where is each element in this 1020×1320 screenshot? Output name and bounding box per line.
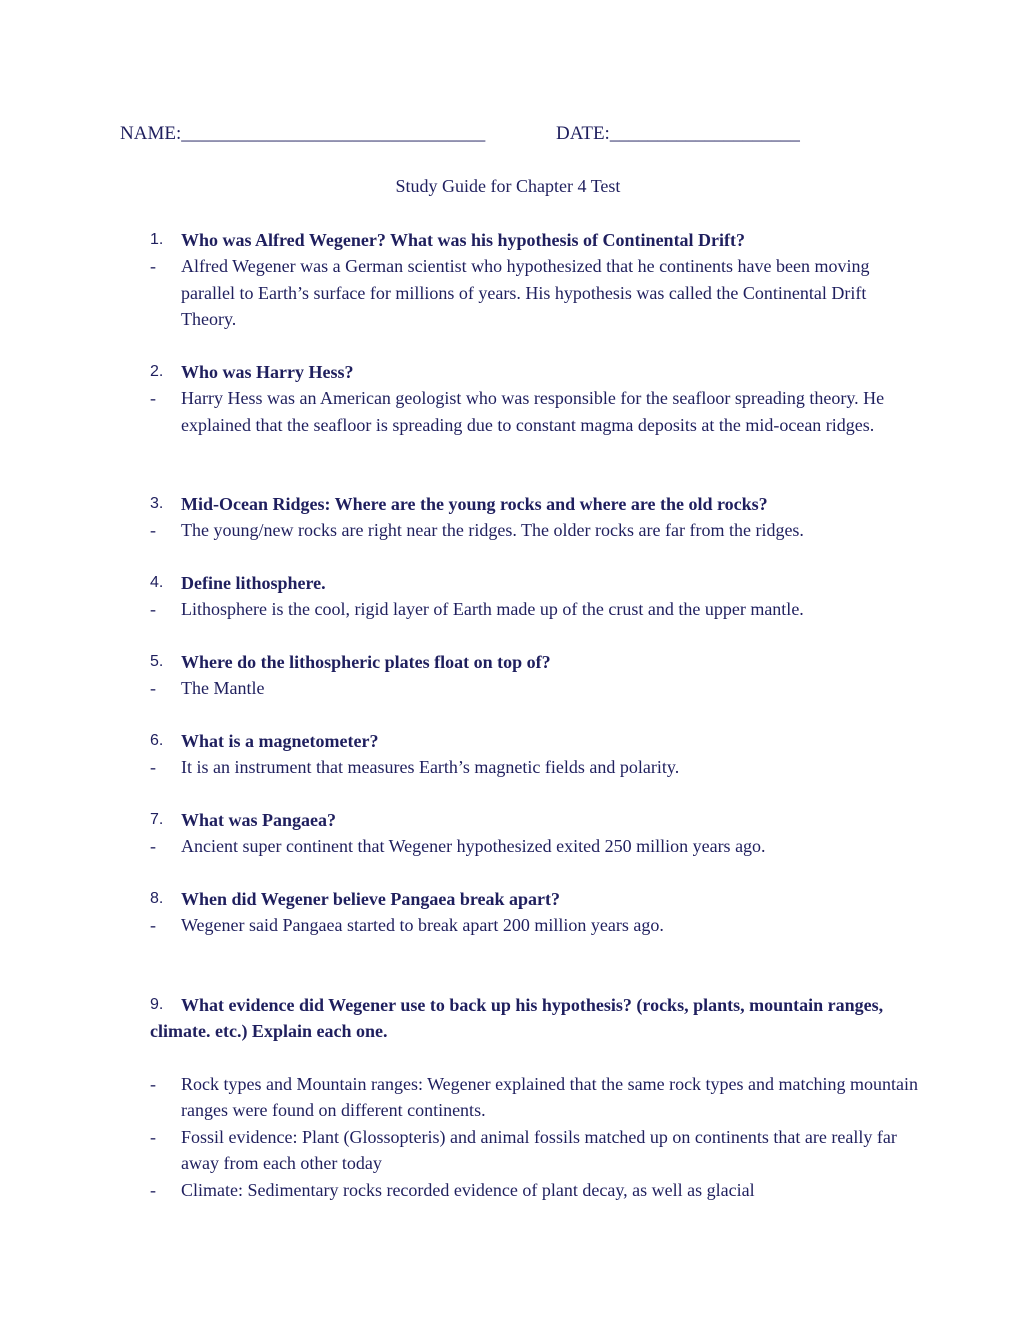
answer-item bbox=[150, 1177, 920, 1203]
question-text: What was Pangaea? bbox=[181, 810, 337, 830]
answer-item bbox=[150, 675, 920, 701]
question-number: 1. bbox=[150, 231, 164, 248]
question-line bbox=[150, 227, 920, 253]
question-line bbox=[150, 491, 920, 517]
question-block-5 bbox=[150, 649, 920, 702]
answer-text: Climate: Sedimentary rocks recorded evidence of plant decay, as well as glacial bbox=[181, 1179, 755, 1200]
question-block-4 bbox=[150, 570, 920, 623]
question-number: 2. bbox=[150, 363, 164, 380]
question-block-8 bbox=[150, 886, 920, 939]
answer-item bbox=[150, 833, 920, 859]
question-block-1 bbox=[150, 227, 920, 333]
question-block-7 bbox=[150, 807, 920, 860]
answer-item bbox=[150, 596, 920, 622]
question-block-2 bbox=[150, 359, 920, 438]
answer-list-9 bbox=[150, 1071, 920, 1203]
answer-text: Fossil evidence: Plant (Glossopteris) and animal fossils matched up on continents that are really far away from each other today bbox=[181, 1126, 897, 1174]
question-number: 7. bbox=[150, 811, 164, 828]
question-block-9 bbox=[150, 992, 920, 1045]
question-text: Mid-Ocean Ridges: Where are the young rocks and where are the old rocks? bbox=[181, 494, 768, 514]
answer-text: Rock types and Mountain ranges: Wegener explained that the same rock types and matching mountain ranges were found on different continents. bbox=[181, 1074, 919, 1121]
question-number: 8. bbox=[150, 890, 164, 907]
name-field: NAME:________________________________ bbox=[120, 123, 486, 144]
question-text: What is a magnetometer? bbox=[181, 731, 379, 751]
question-line bbox=[150, 992, 920, 1045]
bullet-dash: - bbox=[150, 836, 156, 857]
question-text: Define lithosphere. bbox=[181, 573, 326, 593]
question-text: What evidence did Wegener use to back up his hypothesis? (rocks, plants, mountain ranges, climate. etc.) Explain each one. bbox=[150, 995, 884, 1042]
answer-item bbox=[150, 1124, 920, 1177]
question-number: 9. bbox=[150, 996, 164, 1013]
question-line bbox=[150, 649, 920, 675]
answer-text: It is an instrument that measures Earth’s magnetic fields and polarity. bbox=[181, 757, 680, 778]
answer-text: Wegener said Pangaea started to break apart 200 million years ago. bbox=[181, 915, 664, 936]
answer-item bbox=[150, 253, 920, 332]
bullet-dash: - bbox=[150, 678, 156, 699]
question-text: Where do the lithospheric plates float on top of? bbox=[181, 652, 551, 672]
question-text: Who was Alfred Wegener? What was his hypothesis of Continental Drift? bbox=[181, 230, 746, 250]
question-text: When did Wegener believe Pangaea break apart? bbox=[181, 889, 561, 909]
answer-text: Ancient super continent that Wegener hypothesized exited 250 million years ago. bbox=[181, 836, 766, 857]
question-line bbox=[150, 359, 920, 385]
question-text: Who was Harry Hess? bbox=[181, 362, 354, 382]
question-number: 3. bbox=[150, 495, 164, 512]
answer-item bbox=[150, 517, 920, 543]
question-number: 4. bbox=[150, 574, 164, 591]
question-number: 6. bbox=[150, 732, 164, 749]
page-title: Study Guide for Chapter 4 Test bbox=[395, 176, 621, 196]
answer-text: The young/new rocks are right near the ridges. The older rocks are far from the ridges. bbox=[181, 520, 804, 541]
question-line bbox=[150, 886, 920, 912]
bullet-dash: - bbox=[150, 1126, 156, 1147]
question-block-3 bbox=[150, 491, 920, 544]
answer-text: Harry Hess was an American geologist who was responsible for the seafloor spreading theory. He explained that the seafloor is spreading due to constant magma deposits at the mid-ocean ridges. bbox=[181, 388, 885, 435]
date-field: DATE:____________________ bbox=[556, 123, 800, 144]
bullet-dash: - bbox=[150, 1179, 156, 1200]
answer-item bbox=[150, 754, 920, 780]
question-line bbox=[150, 807, 920, 833]
answer-text: Lithosphere is the cool, rigid layer of Earth made up of the crust and the upper mantle. bbox=[181, 599, 804, 620]
bullet-dash: - bbox=[150, 388, 156, 409]
answer-text: The Mantle bbox=[181, 678, 265, 699]
question-line bbox=[150, 570, 920, 596]
bullet-dash: - bbox=[150, 520, 156, 541]
bullet-dash: - bbox=[150, 915, 156, 936]
question-line bbox=[150, 728, 920, 754]
answer-item bbox=[150, 385, 920, 438]
bullet-dash: - bbox=[150, 256, 156, 277]
bullet-dash: - bbox=[150, 757, 156, 778]
answer-item bbox=[150, 912, 920, 938]
header-row bbox=[120, 122, 920, 146]
answer-item bbox=[150, 1071, 920, 1124]
bullet-dash: - bbox=[150, 1074, 156, 1094]
bullet-dash: - bbox=[150, 599, 156, 620]
question-number: 5. bbox=[150, 653, 164, 670]
answer-text: Alfred Wegener was a German scientist who hypothesized that he continents have been moving parallel to Earth’s surface for millions of years. His hypothesis was called the Continental Drift Theory. bbox=[181, 256, 870, 330]
question-block-6 bbox=[150, 728, 920, 781]
